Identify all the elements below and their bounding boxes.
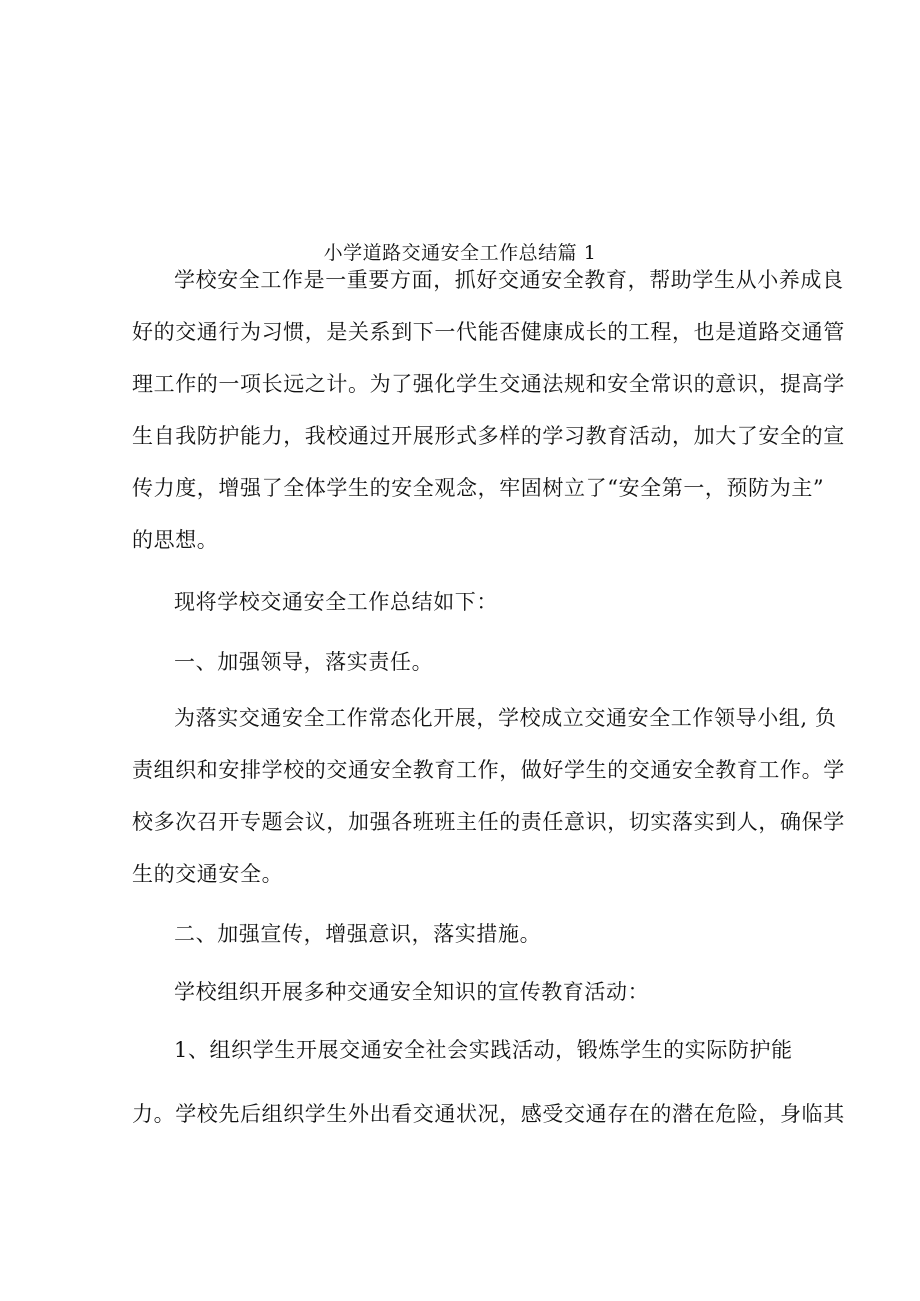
paragraph-line: 学校组织开展多种交通安全知识的宣传教育活动：	[174, 980, 650, 1004]
paragraph-line: 生的交通安全。	[132, 862, 284, 886]
paragraph-line: 生自我防护能力，我校通过开展形式多样的学习教育活动，加大了安全的宣	[132, 424, 845, 448]
paragraph-line: 力。学校先后组织学生外出看交通状况，感受交通存在的潜在危险，身临其	[132, 1102, 845, 1126]
paragraph-line: 好的交通行为习惯，是关系到下一代能否健康成长的工程，也是道路交通管	[132, 320, 845, 344]
document-title: 小学道路交通安全工作总结篇 1	[323, 242, 597, 264]
paragraph-line: 1、组织学生开展交通安全社会实践活动，锻炼学生的实际防护能	[174, 1038, 793, 1062]
paragraph-line: 学校安全工作是一重要方面，抓好交通安全教育，帮助学生从小养成良	[174, 268, 844, 292]
section-heading: 二、加强宣传，增强意识，落实措施。	[174, 922, 542, 946]
section-heading: 一、加强领导，落实责任。	[174, 650, 434, 674]
paragraph-line: 责组织和安排学校的交通安全教育工作，做好学生的交通安全教育工作。学	[132, 758, 845, 782]
paragraph-line: 传力度，增强了全体学生的安全观念，牢固树立了“安全第一，预防为主”	[132, 476, 825, 500]
paragraph-line: 现将学校交通安全工作总结如下：	[174, 590, 498, 614]
paragraph-line: 的思想。	[132, 528, 219, 552]
paragraph-line: 理工作的一项长远之计。为了强化学生交通法规和安全常识的意识，提高学	[132, 372, 845, 396]
paragraph-line: 校多次召开专题会议，加强各班班主任的责任意识，切实落实到人，确保学	[132, 810, 845, 834]
paragraph-line: 为落实交通安全工作常态化开展，学校成立交通安全工作领导小组, 负	[174, 706, 837, 730]
